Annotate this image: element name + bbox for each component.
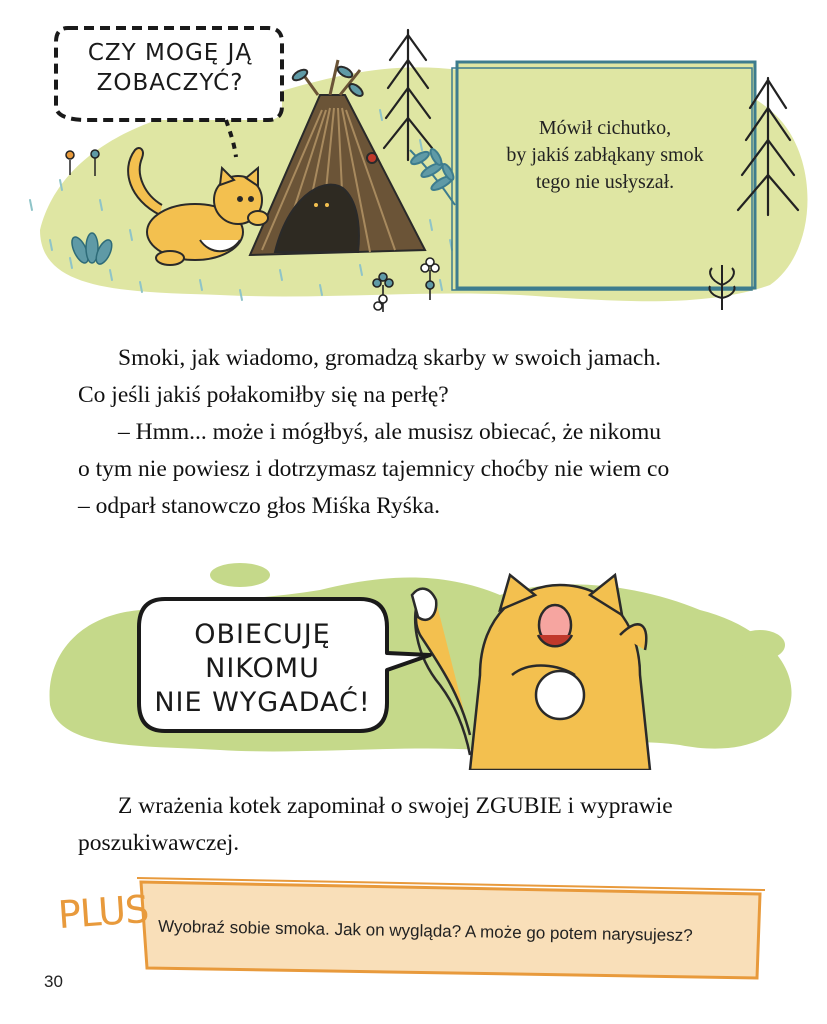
page-number-text: 30	[44, 972, 63, 991]
page-number	[44, 972, 63, 992]
body-line: – odparł stanowczo głos Miśka Ryśka.	[78, 493, 440, 519]
narration-line: tego nie usłyszał.	[535, 171, 675, 193]
bubble-line: NIE WYGADAĆ!	[154, 687, 371, 718]
bubble-line: NIKOMU	[205, 653, 320, 684]
body-line: Z wrażenia kotek zapominał o swojej ZGUBIE i wyprawie	[118, 793, 673, 819]
bubble-line: OBIECUJĘ	[194, 619, 331, 650]
body-paragraph-1	[78, 340, 798, 525]
body-line: o tym nie powiesz i dotrzymasz tajemnicy choćby nie wiem co	[78, 456, 670, 482]
plus-label-text: PLUS	[56, 886, 150, 938]
speech-bubble-top-text	[60, 38, 280, 98]
plus-label	[57, 887, 150, 937]
speech-bubble-middle-text	[145, 618, 380, 720]
narration-line: Mówił cichutko,	[538, 117, 672, 139]
body-line: poszukiwawczej.	[78, 830, 240, 856]
body-line: Co jeśli jakiś połakomiłby się na perłę?	[78, 382, 449, 408]
body-line: – Hmm... może i mógłbyś, ale musisz obiecać, że nikomu	[118, 419, 661, 445]
bubble-line: CZY MOGĘ JĄ	[87, 40, 253, 66]
narration-text	[470, 115, 740, 196]
plus-box-prompt: Wyobraź sobie smoka. Jak on wygląda? A może go potem narysujesz?	[157, 916, 693, 946]
narration-line: by jakiś zabłąkany smok	[506, 144, 704, 166]
body-line: Smoki, jak wiadomo, gromadzą skarby w swoich jamach.	[118, 345, 661, 371]
bubble-line: ZOBACZYĆ?	[96, 70, 244, 96]
body-paragraph-2	[78, 788, 798, 862]
